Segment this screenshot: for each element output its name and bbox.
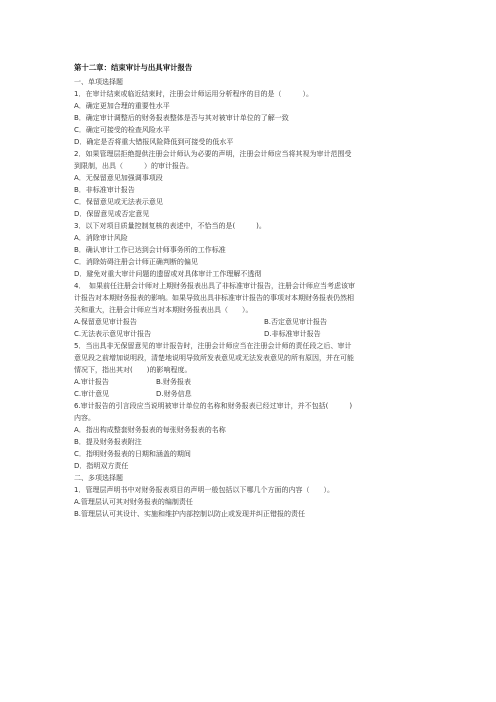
question-3-option-a: A．消除审计风险 [74,234,128,242]
section-heading-single-choice: 一、单项选择题 [74,78,123,86]
question-1-option-b: B．确定审计调整后的财务报表整体是否与其对被审计单位的了解一致 [74,114,289,122]
page-title: 第十二章：结束审计与出具审计报告 [74,63,193,72]
multi-question-1-option-b: B.管理层认可其设计、实施和维护内部控制以防止或发现并纠正错报的责任 [74,510,306,518]
question-5-option-c: C.审计意见 [74,390,110,398]
question-5-options-row-2 [74,388,434,400]
question-2-stem-line-1: 2．如果管理层拒绝提供注册会计师认为必要的声明，注册会计师应当将其视为审计范围受 [74,150,352,158]
question-6-option-a: A．指出构成整套财务报表的每张财务报表的名称 [74,426,226,434]
question-1-option-a: A．确定更加合理的重要性水平 [74,102,170,110]
question-4-stem-line-1: 4． 如果前任注册会计师对上期财务报表出具了非标准审计报告，注册会计师应当考虑该审 [74,282,355,290]
question-2-option-c: C．保留意见或无法表示意见 [74,198,163,206]
question-5-option-a: A.审计报告 [74,378,109,386]
question-6-stem-line-2: 内容。 [74,414,95,422]
multi-question-1-option-a: A.管理层认可其对财务报表的编制责任 [74,498,193,506]
question-1-option-c: C．确定可接受的检查风险水平 [74,126,170,134]
question-6-option-d: D．指明双方责任 [74,462,129,470]
question-5-option-d: D.财务信息 [156,390,192,398]
question-5-option-b: B.财务报表 [156,378,192,386]
question-4-stem-line-3: 关和重大，注册会计师应当对本期财务报表出具（ ）。 [74,306,253,314]
question-3-option-b: B．确认审计工作已达到会计师事务所的工作标准 [74,246,226,254]
question-4-options-row-2 [74,328,434,340]
question-3-option-c: C．消除妨碍注册会计师正确判断的偏见 [74,258,198,266]
question-2-option-b: B．非标准审计报告 [74,186,135,194]
question-5-stem-line-1: 5．当出具非无保留意见的审计报告时，注册会计师应当在注册会计师的责任段之后、审计 [74,342,352,350]
question-6-stem-line-1: 6.审计报告的引言段应当说明被审计单位的名称和财务报表已经过审计，并不包括( ) [74,402,353,410]
question-4-options-row-1 [74,316,434,328]
question-6-option-b: B．提及财务报表附注 [74,438,142,446]
question-2-option-a: A．无保留意见加强调事项段 [74,174,163,182]
question-5-stem-line-3: 情况下，指出其对( )的影响程度。 [74,366,192,374]
section-heading-multiple-choice: 二、多项选择题 [74,474,123,482]
question-5-options-row-1 [74,376,434,388]
question-4-stem-line-2: 计报告对本期财务报表的影响。如果导致出具非标准审计报告的事项对本期财务报表仍然相 [74,294,354,302]
question-3-stem: 3．以下对项目质量控制复核的表述中，不恰当的是( )。 [74,222,266,230]
multi-question-1-stem: 1．管理层声明书中对财务报表项目的声明一般包括以下哪几个方面的内容（ ）。 [74,486,334,494]
question-1-stem: 1．在审计结束或临近结束时，注册会计师运用分析程序的目的是（ ）。 [74,90,313,98]
question-2-stem-line-2: 到限制，出具（ ）的审计报告。 [74,162,193,170]
question-4-option-a: A.保留意见审计报告 [74,318,137,326]
question-5-stem-line-2: 意见段之前增加说明段，清楚地说明导致所发表意见或无法发表意见的所有原因，并在可能 [74,354,354,362]
question-4-option-b: B.否定意见审计报告 [264,318,328,326]
question-6-option-c: C．指明财务报表的日期和涵盖的期间 [74,450,191,458]
document-page [74,62,434,520]
question-3-option-d: D．避免对重大审计问题的遗留或对具体审计工作理解不透彻 [74,270,262,278]
question-4-option-d: D.非标准审计报告 [264,330,321,338]
question-1-option-d: D．确定是否将重大错报风险降低到可接受的低水平 [74,138,234,146]
question-4-option-c: C.无法表示意见审计报告 [74,330,152,338]
question-2-option-d: D．保留意见或否定意见 [74,210,150,218]
